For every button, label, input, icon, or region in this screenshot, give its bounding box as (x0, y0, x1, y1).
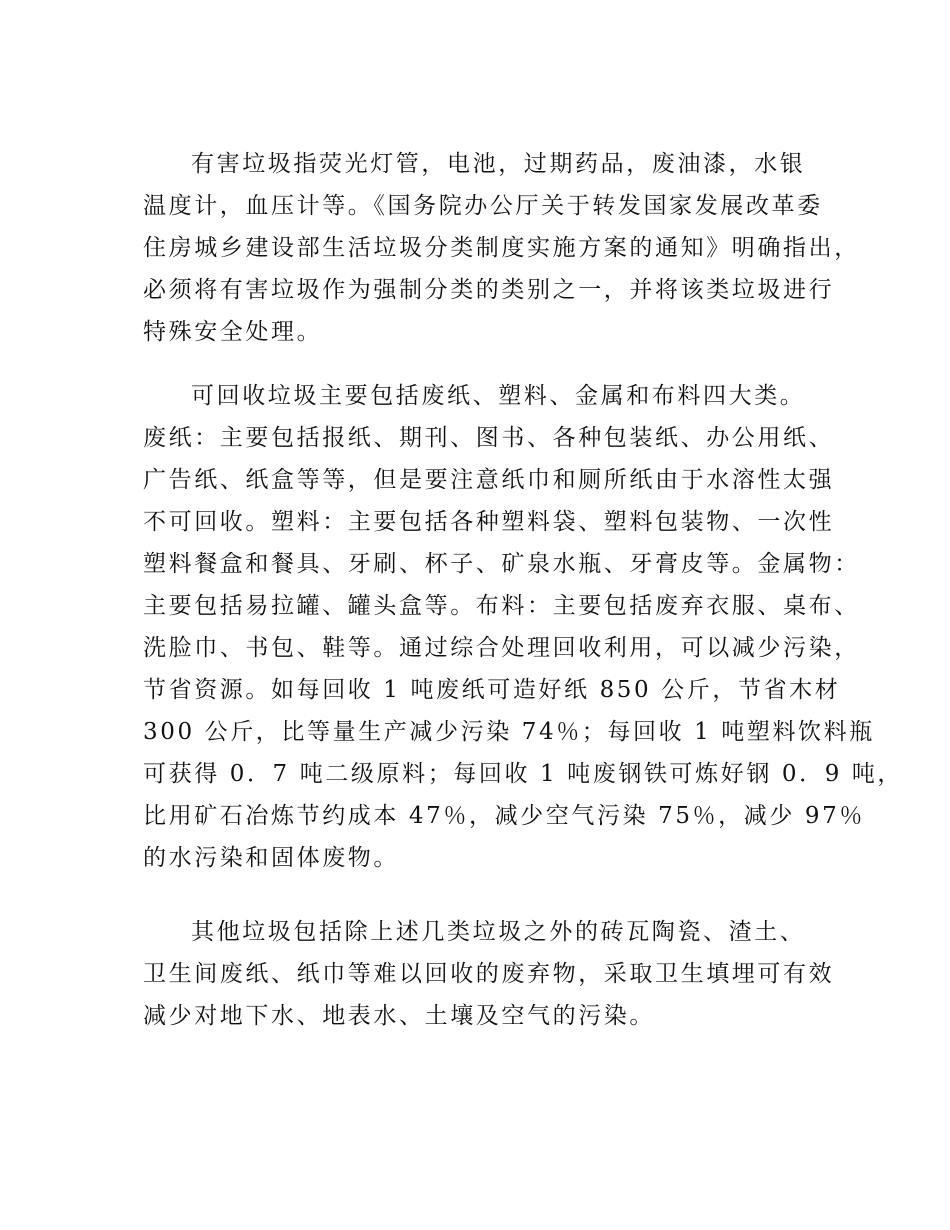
text-line: 温度计，血压计等。《国务院办公厅关于转发国家发展改革委 (143, 193, 823, 219)
text-line: 广告纸、纸盒等等，但是要注意纸巾和厕所纸由于水溶性太强 (143, 467, 835, 493)
paragraph-recyclable-waste (143, 375, 904, 879)
text-line: 减少对地下水、地表水、土壤及空气的污染。 (143, 1003, 655, 1029)
text-line: 必须将有害垃圾作为强制分类的类别之一，并将该类垃圾进行 (143, 277, 835, 303)
text-line: 特殊安全处理。 (143, 319, 323, 345)
text-line: 废纸：主要包括报纸、期刊、图书、各种包装纸、办公用纸、 (143, 425, 835, 451)
text-line: 主要包括易拉罐、罐头盒等。布料：主要包括废弃衣服、桌布、 (143, 593, 860, 619)
text-line: 比用矿石冶炼节约成本 47％，减少空气污染 75％，减少 97％ (143, 803, 865, 829)
text-line: 可获得 0．7 吨二级原料；每回收 1 吨废钢铁可炼好钢 0．9 吨， (143, 761, 904, 787)
text-line: 不可回收。塑料：主要包括各种塑料袋、塑料包装物、一次性 (143, 509, 835, 535)
text-line: 其他垃圾包括除上述几类垃圾之外的砖瓦陶瓷、渣土、 (191, 919, 806, 945)
text-line: 的水污染和固体废物。 (143, 845, 399, 871)
text-line: 住房城乡建设部生活垃圾分类制度实施方案的通知》明确指出， (143, 235, 860, 261)
text-line: 节省资源。如每回收 1 吨废纸可造好纸 850 公斤，节省木材 (143, 677, 841, 703)
text-line: 卫生间废纸、纸巾等难以回收的废弃物，采取卫生填埋可有效 (143, 961, 835, 987)
text-line: 塑料餐盒和餐具、牙刷、杯子、矿泉水瓶、牙膏皮等。金属物： (143, 551, 860, 577)
paragraph-hazardous-waste (143, 143, 860, 353)
text-line: 洗脸巾、书包、鞋等。通过综合处理回收利用，可以减少污染， (143, 635, 860, 661)
text-line: 有害垃圾指荧光灯管，电池，过期药品，废油漆，水银 (191, 151, 806, 177)
paragraph-other-waste (143, 911, 835, 1037)
text-line: 可回收垃圾主要包括废纸、塑料、金属和布料四大类。 (191, 383, 806, 409)
text-line: 300 公斤，比等量生产减少污染 74％；每回收 1 吨塑料饮料瓶 (143, 719, 875, 745)
